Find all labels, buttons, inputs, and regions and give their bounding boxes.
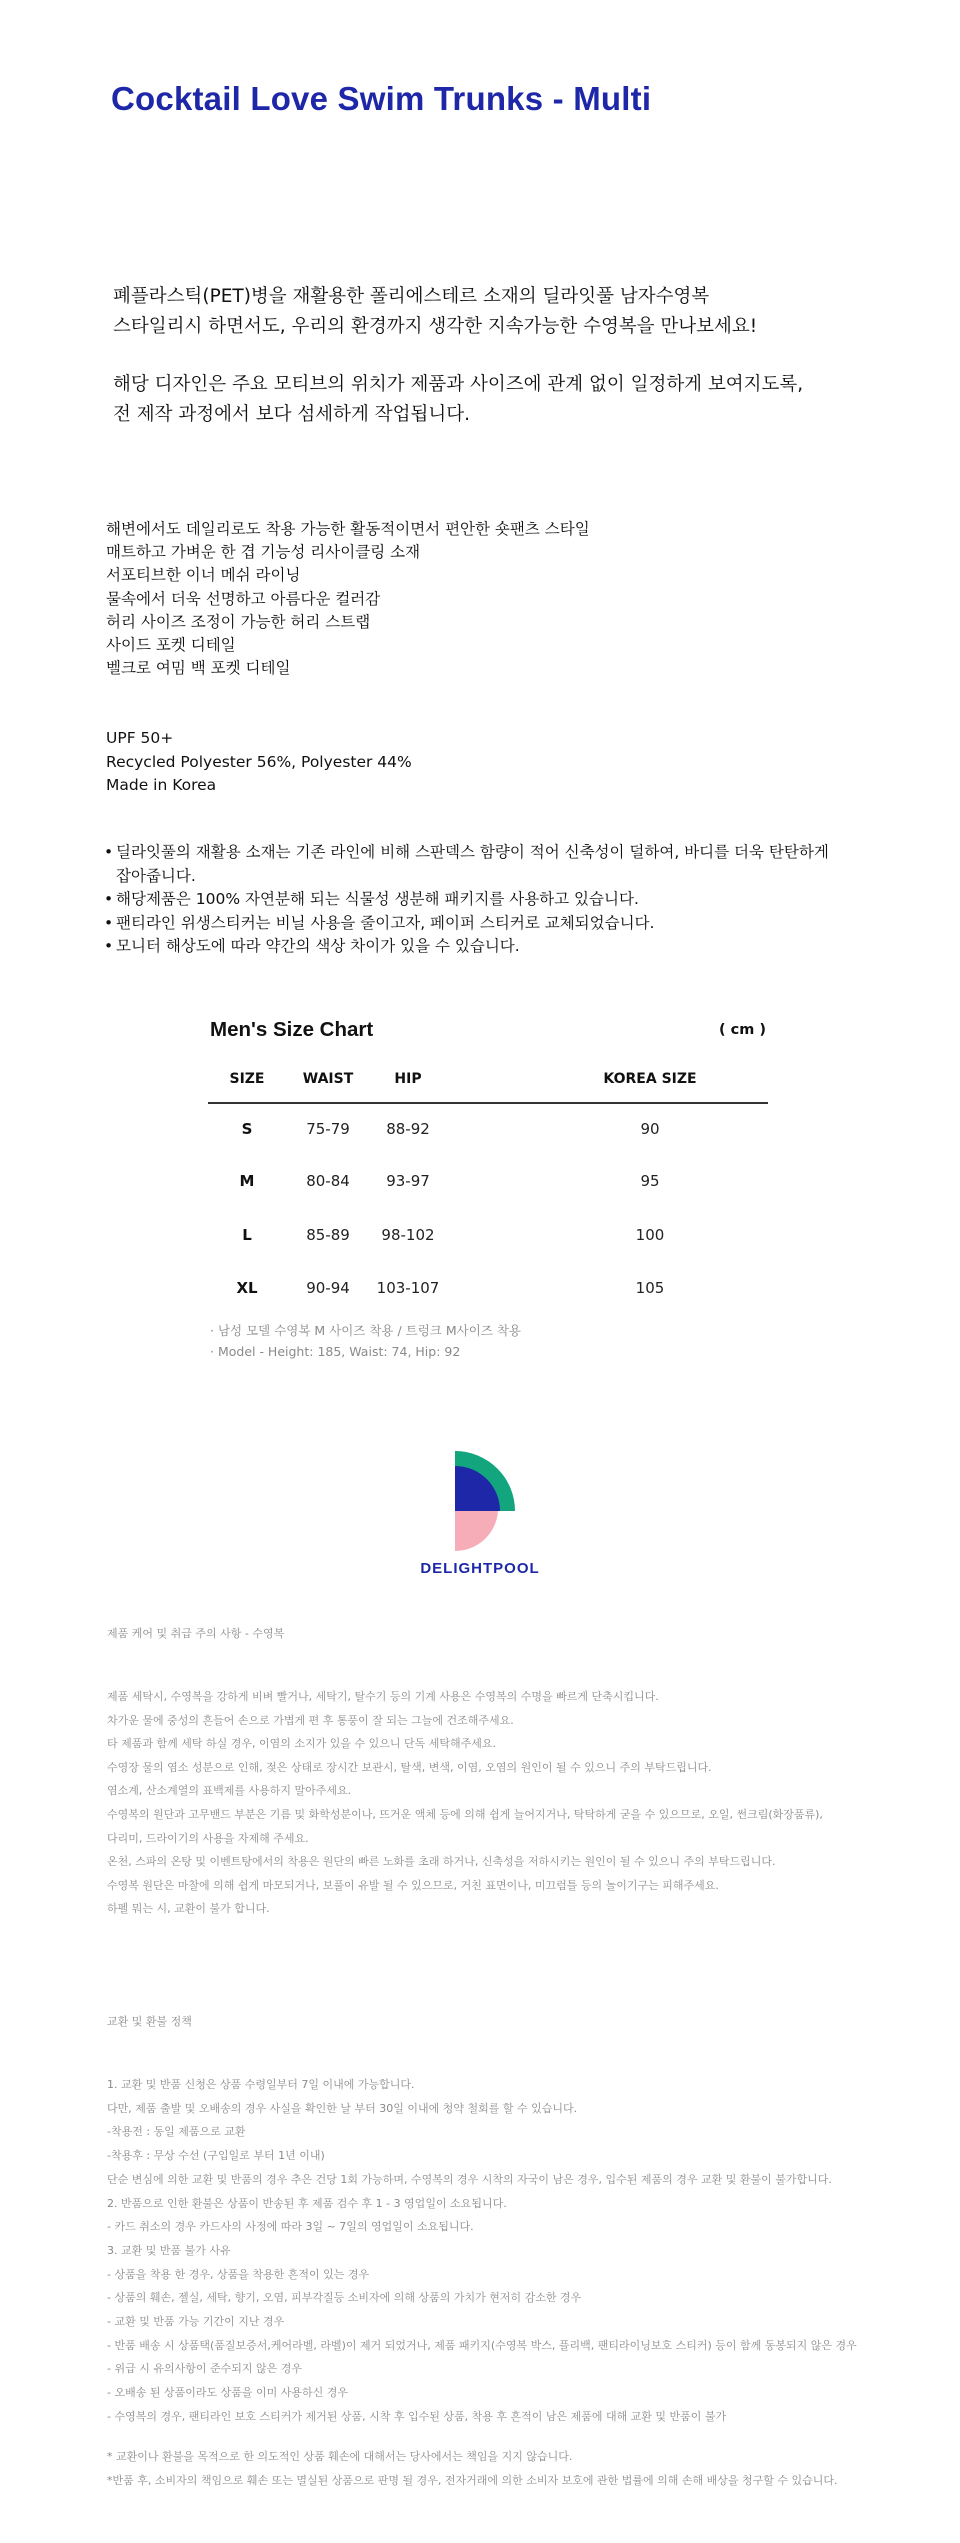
notice-item (104, 888, 904, 912)
size-chart-unit: ( cm ) (719, 1022, 767, 1038)
policy-list (107, 2073, 857, 2429)
feature-item: 허리 사이즈 조정이 가능한 허리 스트랩 (106, 612, 371, 631)
feature-item: 서포티브한 이너 메쉬 라이닝 (106, 566, 301, 585)
care-line: 하펠 뭐는 시, 교환이 불가 합니다. (107, 1902, 270, 1916)
size-cell: L (242, 1226, 252, 1244)
korea-size-cell: 90 (640, 1120, 660, 1138)
notice-item (104, 912, 904, 936)
policy-line: - 카드 취소의 경우 카드사의 사정에 따라 3일 ~ 7일의 영업일이 소요됩니다. (107, 2220, 474, 2234)
policy-line: - 수영복의 경우, 팬티라인 보호 스티커가 제거된 상품, 시착 후 입수된 상품, 착용 후 흔적이 남은 제품에 대해 교환 및 반품이 불가 (107, 2409, 727, 2423)
hip-cell: 88-92 (386, 1120, 430, 1138)
korea-size-cell: 105 (635, 1279, 665, 1297)
product-title: Cocktail Love Swim Trunks - Multi (111, 80, 652, 117)
feature-list (106, 518, 590, 680)
notice-item (104, 841, 904, 865)
notice-text: 모니터 해상도에 따라 약간의 색상 차이가 있을 수 있습니다. (116, 937, 520, 955)
intro-line: 해당 디자인은 주요 모티브의 위치가 제품과 사이즈에 관계 없이 일정하게 보여지도록, (113, 374, 804, 395)
care-line: 온천, 스파의 온탕 및 이벤트탕에서의 착용은 원단의 빠른 노화를 초래 하거나, 신축성을 저하시키는 원인이 될 수 있으니 주의 부탁드립니다. (107, 1855, 776, 1869)
notice-list (104, 841, 904, 959)
care-line: 타 제품과 함께 세탁 하실 경우, 이염의 소지가 있을 수 있으니 단독 세탁해주세요. (107, 1737, 496, 1751)
delightpool-logo-icon (450, 1446, 520, 1552)
care-line: 수영복 원단은 마찰에 의해 쉽게 마모되거나, 보풀이 유발 될 수 있으므로, 거친 표면이나, 미끄럼틀 등의 놀이기구는 피해주세요. (107, 1878, 719, 1892)
policy-line: 3. 교환 및 반품 불가 사유 (107, 2243, 231, 2257)
waist-cell: 80-84 (306, 1172, 350, 1190)
intro-paragraph-2 (113, 370, 913, 430)
policy-line: 2. 반품으로 인한 환불은 상품이 반송된 후 제품 검수 후 1 - 3 영업일이 소요됩니다. (107, 2196, 507, 2210)
notice-text: 딜라잇풀의 재활용 소재는 기존 라인에 비해 스판덱스 함량이 적어 신축성이 덜하여, 바디를 더욱 탄탄하게 (116, 843, 829, 861)
hip-cell: 98-102 (381, 1226, 435, 1244)
disclaimer-line: *반품 후, 소비자의 책임으로 훼손 또는 멸실된 상품으로 판명 될 경우, 전자거래에 의한 소비자 보호에 관한 법률에 의해 손해 배상을 청구할 수 있습니다. (107, 2473, 838, 2487)
policy-line: - 위급 시 유의사항이 준수되지 않은 경우 (107, 2362, 302, 2376)
model-note: · 남성 모델 수영복 M 사이즈 착용 / 트렁크 M사이즈 착용 (210, 1323, 521, 1338)
brand-name: DELIGHTPOOL (420, 1560, 540, 1577)
intro-line: 전 제작 과정에서 보다 섬세하게 작업됩니다. (113, 404, 470, 425)
care-line: 수영장 물의 염소 성분으로 인해, 젖은 상태로 장시간 보관시, 탈색, 변색, 이염, 오염의 원인이 될 수 있으니 주의 부탁드립니다. (107, 1760, 712, 1774)
spec-list (106, 727, 412, 798)
bullet-icon: • (104, 937, 114, 955)
bullet-icon: • (104, 913, 114, 932)
korea-size-cell: 95 (640, 1172, 660, 1190)
korea-size-cell: 100 (635, 1226, 665, 1244)
policy-heading: 교환 및 환불 정책 (107, 2015, 192, 2028)
spec-item: UPF 50+ (106, 729, 174, 747)
feature-item: 해변에서도 데일리로도 착용 가능한 활동적이면서 편안한 숏팬츠 스타일 (106, 520, 590, 538)
policy-line: 다만, 제품 출발 및 오배송의 경우 사실을 확인한 날 부터 30일 이내에 청약 철회를 할 수 있습니다. (107, 2101, 578, 2115)
care-line: 염소계, 산소계열의 표백제를 사용하지 말아주세요. (107, 1784, 352, 1798)
feature-item: 물속에서 더욱 선명하고 아름다운 컬러감 (106, 589, 381, 608)
policy-line: 단순 변심에 의한 교환 및 반품의 경우 추은 건당 1회 가능하며, 수영복의 경우 시착의 자국이 남은 경우, 입수된 제품의 경우 교환 및 환불이 불가합니다. (107, 2172, 832, 2186)
care-heading: 제품 케어 및 취급 주의 사항 - 수영복 (107, 1627, 285, 1640)
policy-line: - 반품 배송 시 상품택(품질보증서,케어라벨, 라벨)이 제거 되었거나, 제품 패키지(수영복 박스, 플리백, 팬티라이닝보호 스티커) 등이 함께 동봉되지 않은 경우 (107, 2338, 857, 2352)
spec-item: Recycled Polyester 56%, Polyester 44% (106, 752, 412, 771)
notice-item (104, 935, 904, 959)
size-cell: XL (236, 1279, 258, 1297)
policy-line: - 상품의 훼손, 젤실, 세탁, 향기, 오염, 피부각질등 소비자에 의해 상품의 가치가 현저히 감소한 경우 (107, 2291, 582, 2305)
notice-text: 해당제품은 100% 자연분해 되는 식물성 생분해 패키지를 사용하고 있습니다. (116, 890, 639, 908)
waist-cell: 90-94 (306, 1279, 350, 1297)
hip-header: HIP (394, 1071, 422, 1087)
care-line: 제품 세탁시, 수영복을 강하게 비벼 빨거나, 세탁기, 탈수기 등의 기계 사용은 수영복의 수명을 빠르게 단축시킵니다. (107, 1690, 659, 1703)
korea-size-header: KOREA SIZE (603, 1071, 697, 1087)
size-cell: S (241, 1120, 253, 1138)
notice-text: 팬티라인 위생스티커는 비닐 사용을 줄이고자, 페이퍼 스티커로 교체되었습니다. (116, 913, 655, 932)
size-chart-title: Men's Size Chart (210, 1018, 374, 1041)
notice-item (104, 865, 904, 889)
table-divider (208, 1102, 768, 1104)
bullet-spacer (104, 865, 116, 889)
intro-paragraph-1 (113, 282, 913, 342)
policy-line: - 오배송 된 상품이라도 상품을 이미 사용하신 경우 (107, 2386, 348, 2400)
hip-cell: 93-97 (386, 1172, 430, 1190)
waist-cell: 85-89 (306, 1226, 350, 1244)
care-line: 수영복의 원단과 고무밴드 부분은 기름 및 화학성분이나, 뜨거운 액체 등에 의해 쉽게 늘어지거나, 탁탁하게 굳을 수 있으므로, 오일, 썬크림(화장품류), (107, 1807, 823, 1821)
policy-line: 1. 교환 및 반품 신청은 상품 수령일부터 7일 이내에 가능합니다. (107, 2078, 415, 2091)
policy-line: - 상품을 착용 한 경우, 상품을 착용한 흔적이 있는 경우 (107, 2267, 370, 2281)
logo-pink-shape (455, 1511, 498, 1551)
hip-cell: 103-107 (376, 1279, 440, 1297)
notice-text: 잡아줍니다. (116, 866, 196, 885)
size-cell: M (239, 1172, 255, 1190)
disclaimer-list (107, 2445, 837, 2492)
disclaimer-line: * 교환이나 환불을 목적으로 한 의도적인 상품 훼손에 대해서는 당사에서는 책임을 지지 않습니다. (107, 2450, 573, 2463)
feature-item: 매트하고 가벼운 한 겹 기능성 리사이클링 소재 (106, 543, 421, 562)
feature-item: 사이드 포켓 디테일 (106, 636, 236, 655)
policy-line: -착용후 : 무상 수선 (구입일로 부터 1년 이내) (107, 2149, 325, 2163)
spec-item: Made in Korea (106, 776, 217, 794)
bullet-icon: • (104, 890, 114, 908)
waist-header: WAIST (302, 1071, 354, 1087)
bullet-icon: • (104, 843, 114, 861)
intro-line: 폐플라스틱(PET)병을 재활용한 폴리에스테르 소재의 딜라잇풀 남자수영복 (113, 286, 710, 307)
waist-cell: 75-79 (306, 1120, 350, 1138)
size-header: SIZE (229, 1071, 265, 1087)
care-list (107, 1685, 823, 1921)
care-line: 다리미, 드라이기의 사용을 자제해 주세요. (107, 1831, 309, 1845)
care-line: 차가운 물에 중성의 흔들어 손으로 가볍게 편 후 통풍이 잘 되는 그늘에 건조해주세요. (107, 1713, 514, 1727)
intro-line: 스타일리시 하면서도, 우리의 환경까지 생각한 지속가능한 수영복을 만나보세요! (113, 316, 758, 337)
policy-line: - 교환 및 반품 가능 기간이 지난 경우 (107, 2315, 285, 2329)
feature-item: 벨크로 여밈 백 포켓 디테일 (106, 659, 291, 678)
policy-line: -착용전 : 동일 제품으로 교환 (107, 2125, 246, 2139)
model-note: · Model - Height: 185, Waist: 74, Hip: 92 (210, 1344, 461, 1359)
